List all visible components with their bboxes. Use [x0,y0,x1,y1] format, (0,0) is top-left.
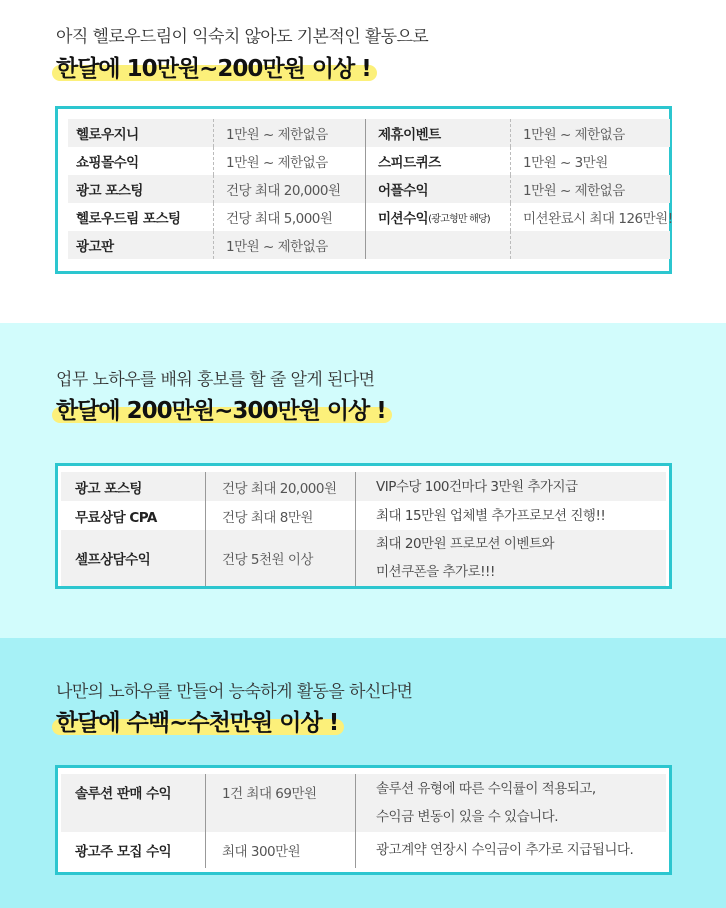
table-cell-key: 제휴이벤트 [365,119,510,147]
table-cell-key: 쇼핑몰수익 [76,155,139,171]
row-desc [355,501,666,530]
table-cell-key [365,203,510,231]
table-cell-key: 스피드퀴즈 [365,147,510,175]
table-row [61,472,666,501]
table-cell-key: 광고 포스팅 [68,175,213,203]
desc-line: 수익금 변동이 있을 수 있습니다. [376,809,558,825]
desc-line: 미션쿠폰을 추가로!!! [376,564,495,580]
row-desc [355,472,666,501]
table-cell-key: 헬로우드림 포스팅 [76,211,181,227]
earnings-table-basic [55,106,672,274]
table-cell-value: 1만원 ~ 제한없음 [213,119,365,147]
desc-line: 광고계약 연장시 수익금이 추가로 지급됩니다. [376,842,634,858]
section-basic [0,0,726,323]
section-subtitle: 아직 헬로우드림이 익숙치 않아도 기본적인 활동으로 [56,27,429,47]
row-amount: 건당 5천원 이상 [205,530,355,586]
table-row [61,832,666,868]
row-name: 광고 포스팅 [75,480,142,497]
row-amount: 건당 최대 8만원 [205,501,355,530]
row-amount: 최대 300만원 [205,832,355,868]
desc-line: VIP수당 100건마다 3만원 추가지급 [376,478,578,495]
row-desc [355,832,666,868]
table-row [61,501,666,530]
table-row [61,530,666,586]
table-cell-empty [510,231,670,259]
table-cell-value: 1만원 ~ 제한없음 [510,119,670,147]
desc-line: 최대 15만원 업체별 추가프로모션 진행!! [376,507,606,524]
section-headline [52,392,392,425]
row-desc [355,530,666,586]
table-cell-key: 광고판 [68,231,213,259]
table-cell-value: 미션완료시 최대 126만원! [510,203,670,231]
desc-line: 솔루션 유형에 따른 수익률이 적용되고, [376,781,596,797]
mission-label: 미션수익 [378,211,429,227]
row-name: 무료상담 CPA [75,509,157,526]
section-intermediate [0,323,726,638]
table-cell-value: 1만원 ~ 제한없음 [213,147,365,175]
section-subtitle: 나만의 노하우를 만들어 능숙하게 활동을 하신다면 [56,682,413,702]
table-cell-key: 어플수익 [365,175,510,203]
earnings-table-advanced [55,765,672,875]
section-headline [52,50,377,83]
row-desc [355,774,666,832]
table-cell-key: 헬로우지니 [68,119,213,147]
table-cell-value: 1만원 ~ 제한없음 [510,175,670,203]
section-advanced [0,638,726,908]
desc-line: 최대 20만원 프로모션 이벤트와 [376,536,555,552]
earnings-table-intermediate [55,463,672,589]
table-cell-value: 1만원 ~ 제한없음 [213,231,365,259]
table-row [61,774,666,832]
headline-text: 한달에 10만원~200만원 이상 ! [56,56,371,82]
row-name: 솔루션 판매 수익 [75,786,172,802]
row-amount: 1건 최대 69만원 [205,774,355,832]
row-name: 셀프상담수익 [75,552,151,568]
mission-note: (광고형만 해당) [428,213,490,225]
table-cell-value: 1만원 ~ 3만원 [510,147,670,175]
row-amount: 건당 최대 20,000원 [205,472,355,501]
table-cell-empty [365,231,510,259]
section-subtitle: 업무 노하우를 배워 홍보를 할 줄 알게 된다면 [56,370,375,390]
row-name: 광고주 모집 수익 [75,844,172,860]
table-cell-value: 건당 최대 5,000원 [213,203,365,231]
table-cell-value: 건당 최대 20,000원 [213,175,365,203]
headline-text: 한달에 200만원~300만원 이상 ! [56,398,386,424]
section-headline [52,704,344,737]
headline-text: 한달에 수백~수천만원 이상 ! [56,710,339,736]
